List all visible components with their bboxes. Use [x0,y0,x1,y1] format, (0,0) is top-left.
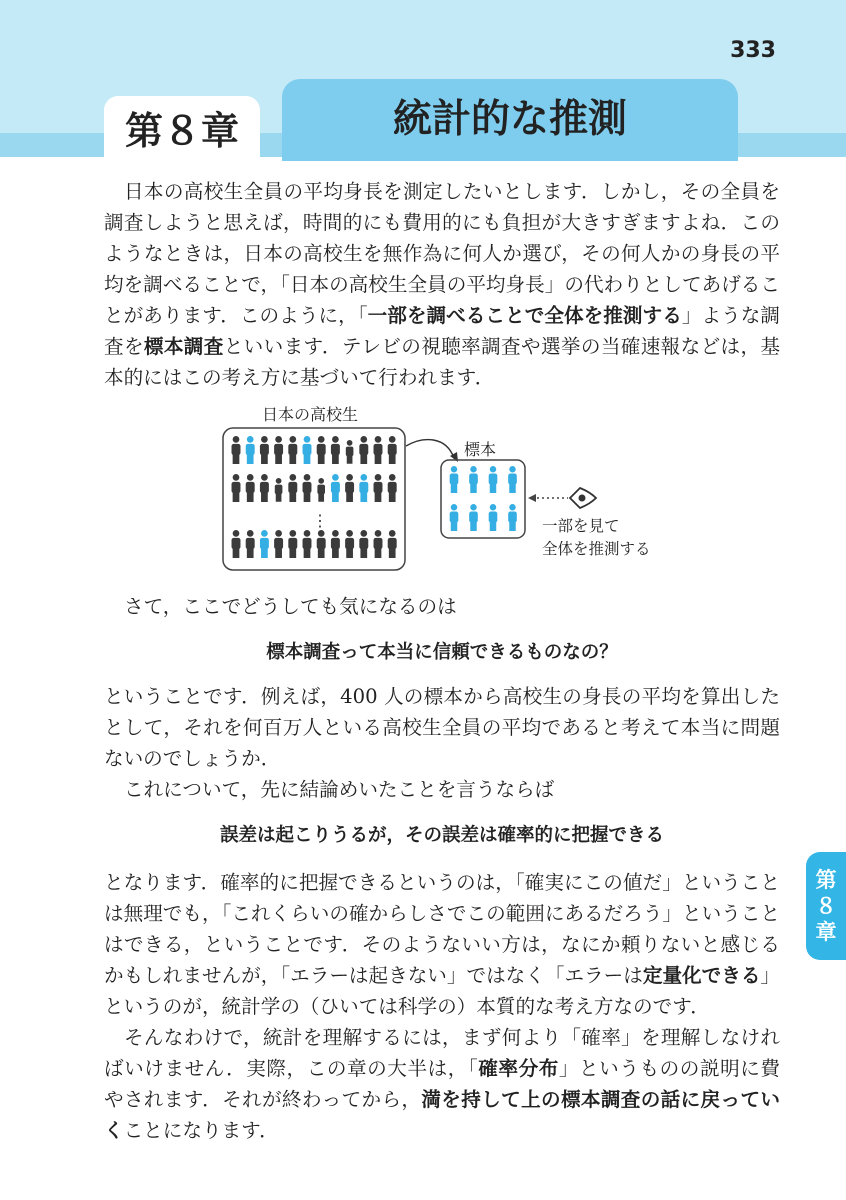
person-icon [260,474,269,502]
emphasis-text: 一部を調べることで全体を推測する [367,304,682,327]
person-icon [450,504,459,531]
person-icon [450,466,459,493]
person-icon [274,436,283,464]
person-icon [288,436,297,464]
person-icon [346,440,354,464]
person-icon [469,466,478,493]
eye-icon [570,488,596,508]
person-icon [331,530,340,558]
paragraph-transition: さて，ここでどうしても気になるのは [124,595,457,618]
person-icon [331,474,340,502]
person-icon [303,436,312,464]
person-icon [260,436,269,464]
person-icon [508,504,517,531]
ellipsis: ⋮ [312,511,328,530]
paragraph-explanation [104,867,780,1146]
person-icon [374,436,383,464]
person-icon [288,474,297,502]
person-icon [359,474,368,502]
emphasis-text: 確率分布 [478,1057,559,1080]
caption-line-1: 一部を見て [542,517,620,535]
population-people [232,436,397,558]
person-icon [274,530,283,558]
chapter-side-tab [806,852,846,960]
key-question: 標本調査って本当に信頼できるものなの？ [266,642,618,663]
person-icon [388,436,397,464]
person-icon [359,436,368,464]
sample-people [450,466,517,531]
person-icon [288,530,297,558]
person-icon [317,436,326,464]
side-tab-char: 章 [815,920,837,944]
person-icon [303,530,312,558]
person-icon [317,530,326,558]
person-icon [359,530,368,558]
person-icon [508,466,517,493]
emphasis-text: 標本調査 [143,335,224,358]
person-icon [232,530,241,558]
body-text: 」ような調査を [104,304,780,358]
body-text: といいます．テレビの視聴率調査や選挙の当確速報などは，基本的にはこの考え方に基づいて行われます． [104,335,781,389]
person-icon [331,436,340,464]
person-icon [317,478,325,502]
emphasis-text: 定量化できる [642,964,761,987]
person-icon [469,504,478,531]
side-tab-char: 第 [815,868,837,892]
body-text: そんなわけで，統計を理解するには，まず何より「確率」を理解しなければいけません．実際，この章の大半は，「 [104,1026,780,1080]
person-icon [246,474,255,502]
body-text: 」というものの説明に費やされます．それが終わってから， [104,1057,780,1111]
page-number: 333 [730,38,776,63]
person-icon [388,474,397,502]
chapter-label: 第８章 [104,96,260,160]
person-icon [374,530,383,558]
person-icon [374,474,383,502]
sample-label: 標本 [464,440,497,459]
person-icon [246,530,255,558]
person-icon [260,530,269,558]
body-text: ことになります． [123,1119,279,1142]
side-tab-char: ８ [815,894,837,918]
person-icon [246,436,255,464]
person-icon [275,478,283,502]
person-icon [345,474,354,502]
paragraph-conclusion-lead: これについて，先に結論めいたことを言うならば [124,778,555,801]
paragraph-discussion [104,681,780,805]
key-conclusion: 誤差は起こりうるが，その誤差は確率的に把握できる [219,825,664,846]
chapter-title: 統計的な推測 [392,97,627,142]
paragraph-explanation-a [104,867,780,1022]
body-text: となります．確率的に把握できるというのは，「確実にこの値だ」ということは無理でも，「これくらいの確からしさでこの範囲にあるだろう」ということはできる，ということです．そのようないい方は，なにか頼りないと感じるかもしれませんが，「エラーは起きない」ではなく「エラーは [104,871,780,987]
person-icon [489,504,498,531]
paragraph-discussion-line: ということです．例えば，400 人の標本から高校生の身長の平均を算出したとして，それを何百万人といる高校生全員の平均であると考えて本当に問題ないのでしょうか． [104,685,780,770]
observation-arrowhead [528,494,536,502]
person-icon [232,474,241,502]
caption-line-2: 全体を推測する [542,540,651,558]
sampling-figure [218,400,668,582]
person-icon [345,530,354,558]
body-text: 日本の高校生全員の平均身長を測定したいとします．しかし，その全員を調査しようと思えば，時間的にも費用的にも負担が大きすぎますよね．このようなときは，日本の高校生を無作為に何人か選び，その何人かの身長の平均を調べることで，「日本の高校生全員の平均身長」の代わりとしてあげることがあります．このように，「 [104,180,780,327]
body-text: 」というのが，統計学の（ひいては科学の）本質的な考え方なのです． [104,964,781,1018]
person-icon [232,436,241,464]
paragraph-explanation-b [104,1022,780,1146]
population-label: 日本の高校生 [262,405,359,424]
emphasis-text: 満を持して上の標本調査の話に戻っていく [104,1088,780,1142]
paragraph-intro [104,176,780,393]
person-icon [388,530,397,558]
person-icon [303,474,312,502]
selection-arrow [406,440,454,458]
person-icon [489,466,498,493]
